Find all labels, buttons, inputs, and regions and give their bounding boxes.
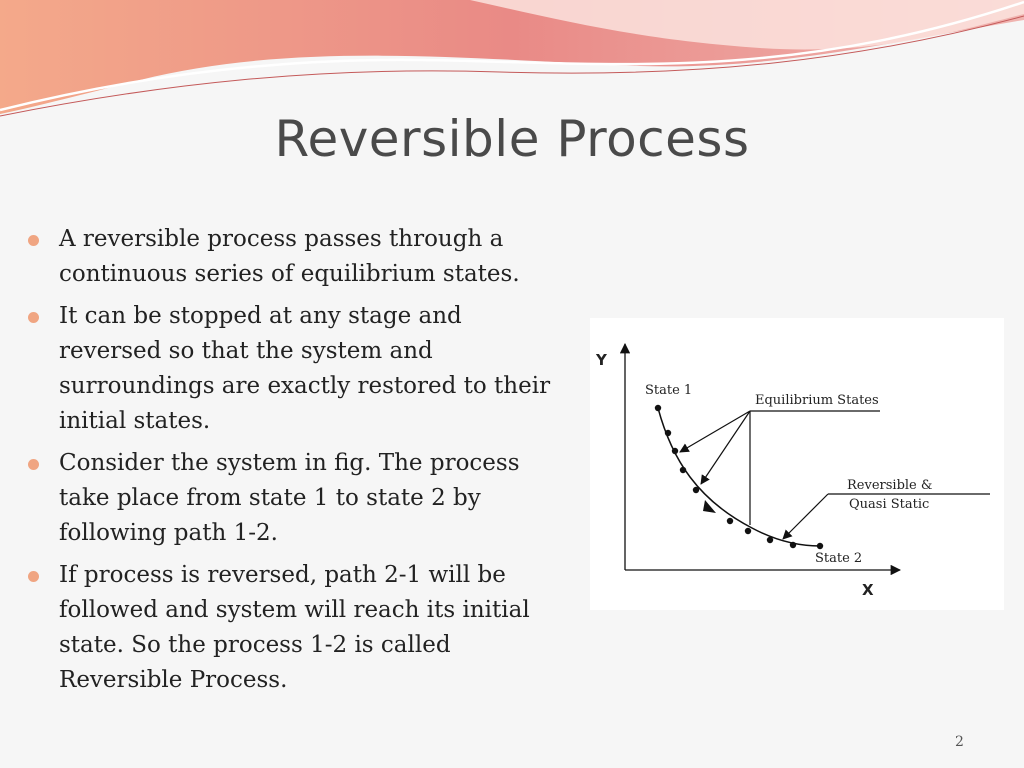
state-point (665, 430, 671, 436)
bullet-icon (28, 459, 39, 470)
process-curve (658, 408, 820, 546)
state-point (680, 467, 686, 473)
state-point (727, 518, 733, 524)
list-item (28, 222, 558, 292)
state2-label: State 2 (815, 551, 863, 566)
list-item (28, 558, 558, 698)
quasi-static-label: Quasi Static (849, 497, 930, 512)
reversible-pointer-arrow (783, 494, 828, 539)
bullet-icon (28, 235, 39, 246)
equilibrium-pointer-arrow (680, 411, 750, 452)
process-diagram (590, 318, 1004, 610)
y-axis-label: Y (596, 351, 607, 369)
state-point (745, 528, 751, 534)
bullet-icon (28, 312, 39, 323)
bullet-icon (28, 571, 39, 582)
reversible-label: Reversible & (847, 478, 933, 493)
bullet-text: A reversible process passes through a continuous series of equilibrium states. (59, 226, 520, 287)
bullet-text: If process is reversed, path 2-1 will be followed and system will reach its initial state. So the process 1-2 is called Reversible Process. (59, 562, 530, 693)
bullet-text: It can be stopped at any stage and reversed so that the system and surroundings are exactly restored to their initial states. (59, 303, 551, 434)
list-item (28, 299, 558, 439)
x-axis-label: X (862, 581, 874, 599)
state-point (767, 537, 773, 543)
header-wave-decoration (0, 0, 1024, 120)
list-item (28, 446, 558, 551)
slide-title: Reversible Process (274, 110, 750, 168)
slide-number: 2 (955, 734, 964, 750)
state-point (790, 542, 796, 548)
state-point (693, 487, 699, 493)
state1-label: State 1 (645, 383, 693, 398)
bullet-text: Consider the system in fig. The process take place from state 1 to state 2 by following path 1-2. (59, 450, 520, 546)
state-point (655, 405, 661, 411)
bullet-list (28, 222, 558, 705)
state-point (672, 448, 678, 454)
state-point (817, 543, 823, 549)
equilibrium-label: Equilibrium States (755, 393, 879, 408)
equilibrium-pointer-arrow (701, 411, 750, 484)
